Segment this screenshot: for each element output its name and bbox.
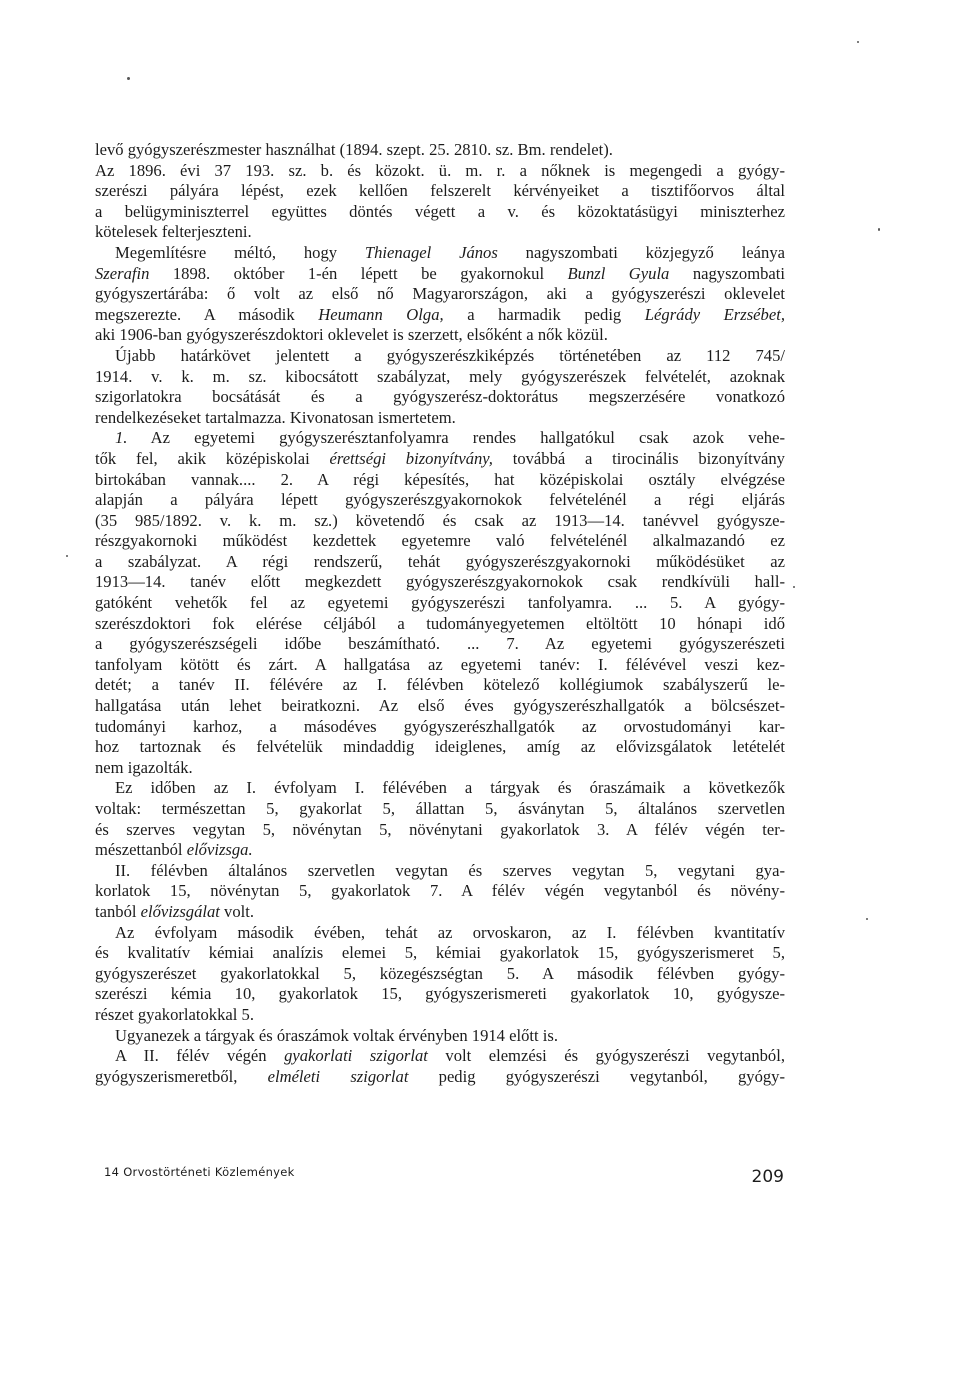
text-line bbox=[95, 305, 785, 326]
italic-text: elővizsga. bbox=[186, 840, 253, 860]
text-segment: pedig gyógyszerészi vegytanból, gyógy- bbox=[408, 1066, 786, 1086]
italic-text: Bunzl Gyula bbox=[567, 263, 670, 283]
italic-text: elővizsgálat bbox=[140, 901, 220, 921]
scan-speck bbox=[127, 77, 130, 80]
text-line bbox=[95, 943, 785, 964]
text-line bbox=[95, 964, 785, 985]
text-line bbox=[95, 1005, 785, 1026]
page-footer bbox=[104, 1165, 784, 1195]
text-segment: A II. félév végén bbox=[115, 1046, 285, 1066]
text-segment: hallgatása után lehet beiratkozni. Az első éves gyógyszerészhallgatók a bölcsészet- bbox=[95, 696, 785, 716]
text-line bbox=[95, 367, 785, 388]
text-segment: részgyakornoki működést kezdettek egyetemre való felvételénél alkalmazandó ez bbox=[95, 531, 785, 551]
text-segment: szigorlatokra bocsátását és a gyógyszerész-doktorátus megszerzésére vonatkozó bbox=[95, 387, 785, 407]
scan-speck bbox=[793, 586, 795, 588]
text-line bbox=[95, 161, 785, 182]
text-line bbox=[95, 470, 785, 491]
scan-speck bbox=[866, 918, 868, 920]
text-segment: levő gyógyszerészmester használhat (1894. szept. 25. 2810. sz. Bm. rendelet). bbox=[95, 140, 613, 159]
text-segment: Ez időben az I. évfolyam I. félévében a tárgyak és óraszámaik a következők bbox=[115, 778, 785, 798]
text-segment: tanból bbox=[95, 901, 141, 921]
text-line bbox=[95, 449, 785, 470]
text-line bbox=[95, 861, 785, 882]
text-segment: gyógyszerismeretből, bbox=[95, 1066, 268, 1086]
text-segment: volt. bbox=[219, 901, 255, 921]
body-text bbox=[95, 140, 785, 1087]
text-segment: nem igazolták. bbox=[95, 757, 193, 777]
text-line bbox=[95, 531, 785, 552]
text-segment: Az 1896. évi 37 193. sz. b. és közokt. ü. m. r. a nőknek is megengedi a gyógy- bbox=[95, 160, 785, 180]
text-segment: Újabb határkövet jelentett a gyógyszerészkiképzés történetében az 112 745/ bbox=[115, 345, 785, 365]
text-line bbox=[95, 284, 785, 305]
text-line bbox=[95, 1067, 785, 1088]
italic-text: Thienagel János bbox=[364, 242, 498, 262]
text-line bbox=[95, 778, 785, 799]
page-number: 209 bbox=[751, 1167, 784, 1187]
text-segment: Megemlítésre méltó, hogy bbox=[115, 242, 365, 262]
footer-signature: 14 Orvostörténeti Közlemények bbox=[104, 1165, 295, 1179]
italic-text: érettségi bizonyítvány, bbox=[329, 448, 493, 468]
text-line bbox=[95, 140, 785, 161]
text-segment: nagyszombati közjegyző leánya bbox=[497, 242, 785, 262]
text-line bbox=[95, 572, 785, 593]
text-segment: 1914. v. k. m. sz. kibocsátott szabályzat, mely gyógyszerészek felvételét, azoknak bbox=[95, 366, 785, 386]
text-line bbox=[95, 696, 785, 717]
text-line bbox=[95, 387, 785, 408]
text-segment: gyógyszerészet gyakorlatokkal 5, közegészségtan 5. A második félévben gyógy- bbox=[95, 963, 785, 983]
italic-text: Heumann Olga, bbox=[318, 304, 444, 324]
text-segment: szerészi pályára lépést, ezek kellően felszerelt kérvényeiket a tisztifőorvos által bbox=[95, 181, 785, 201]
text-line bbox=[95, 264, 785, 285]
text-segment: birtokában vannak.... 2. A régi képesítés, hat középiskolai osztály elvégzése bbox=[95, 469, 785, 489]
text-segment: II. félévben általános szervetlen vegytan és szerves vegytan 5, vegytani gya- bbox=[115, 860, 785, 880]
text-line bbox=[95, 346, 785, 367]
text-segment: nagyszombati bbox=[669, 263, 785, 283]
text-line bbox=[95, 799, 785, 820]
text-segment: szerészdoktori fok elérése céljából a tudományegyetemen eltöltött 10 hónapi idő bbox=[95, 613, 785, 633]
text-line bbox=[95, 675, 785, 696]
scan-speck bbox=[857, 41, 859, 43]
text-line bbox=[95, 1046, 785, 1067]
text-line bbox=[95, 325, 785, 346]
text-segment: 1913—14. tanév előtt megkezdett gyógyszerészgyakornokok csak rendkívüli hall- bbox=[95, 572, 785, 592]
text-line bbox=[95, 902, 785, 923]
text-line bbox=[95, 717, 785, 738]
text-line bbox=[95, 511, 785, 532]
text-segment: alapján a pályára lépett gyógyszerészgyakornokok felvételénél a régi eljárás bbox=[95, 490, 785, 510]
text-line bbox=[95, 593, 785, 614]
text-segment: voltak: természettan 5, gyakorlat 5, állattan 5, ásványtan 5, általános szervetlen bbox=[95, 799, 785, 818]
text-segment: korlatok 15, növénytan 5, gyakorlatok 7. A félév végén vegytanból és növény- bbox=[95, 881, 785, 901]
text-segment: tők fel, akik középiskolai bbox=[95, 448, 330, 468]
text-line bbox=[95, 634, 785, 655]
text-line bbox=[95, 222, 785, 243]
text-segment: a szabályzat. A régi rendszerű, tehát gyógyszerészgyakornoki működésüket az bbox=[95, 551, 785, 571]
text-segment: és kvalitatív kémiai analízis elemei 5, kémiai gyakorlatok 15, gyógyszerismeret 5, bbox=[95, 943, 785, 963]
italic-text: Szerafin bbox=[95, 263, 150, 283]
text-segment: volt elemzési és gyógyszerészi vegytanból, bbox=[427, 1046, 785, 1066]
text-line bbox=[95, 202, 785, 223]
italic-text: elméleti szigorlat bbox=[267, 1066, 409, 1086]
text-line bbox=[95, 181, 785, 202]
text-line bbox=[95, 1026, 785, 1047]
scan-speck bbox=[66, 555, 68, 557]
text-line bbox=[95, 923, 785, 944]
italic-text: Légrády Erzsébet, bbox=[644, 304, 785, 324]
text-segment: hoz tartoznak és felvételük mindaddig ideiglenes, amíg az elővizsgálatok letételét bbox=[95, 737, 785, 757]
scan-speck bbox=[878, 228, 880, 231]
text-line bbox=[95, 840, 785, 861]
text-line bbox=[95, 820, 785, 841]
text-segment: (35 985/1892. v. k. m. sz.) követendő és csak az 1913—14. tanévvel gyógysze- bbox=[95, 510, 785, 530]
text-line bbox=[95, 614, 785, 635]
text-segment: 1898. október 1-én lépett be gyakornokul bbox=[149, 263, 568, 283]
text-segment: gyógyszertárába: ő volt az első nő Magyarországon, aki a gyógyszerészi oklevelet bbox=[95, 284, 785, 304]
text-segment: tanfolyam kötött és zárt. A hallgatása az egyetemi tanév: I. félévével veszi kez- bbox=[95, 654, 785, 674]
text-line bbox=[95, 737, 785, 758]
text-segment: Az egyetemi gyógyszerésztanfolyamra rendes hallgatókul csak azok vehe- bbox=[127, 428, 785, 448]
text-segment: a gyógyszerészségeli időbe beszámítható. ... 7. Az egyetemi gyógyszerészeti bbox=[95, 634, 785, 654]
text-segment: Ugyanezek a tárgyak és óraszámok voltak érvényben 1914 előtt is. bbox=[115, 1025, 558, 1045]
text-segment: gatóként vehetők fel az egyetemi gyógyszerészi tanfolyamra. ... 5. A gyógy- bbox=[95, 593, 785, 613]
text-segment: és szerves vegytan 5, növénytan 5, növénytani gyakorlatok 3. A félév végén ter- bbox=[95, 819, 785, 839]
text-line bbox=[95, 243, 785, 264]
italic-text: 1. bbox=[115, 428, 128, 448]
text-segment: Az évfolyam második évében, tehát az orvoskaron, az I. félévben kvantitatív bbox=[115, 922, 785, 942]
text-segment: részet gyakorlatokkal 5. bbox=[95, 1004, 254, 1024]
text-segment: tudományi karhoz, a másodéves gyógyszerészhallgatók az orvostudományi kar- bbox=[95, 716, 785, 736]
text-line bbox=[95, 655, 785, 676]
italic-text: gyakorlati szigorlat bbox=[284, 1046, 428, 1066]
text-segment: a belügyminiszterrel együttes döntés végett a v. és közoktatásügyi miniszterhez bbox=[95, 201, 785, 221]
text-line bbox=[95, 881, 785, 902]
text-line bbox=[95, 984, 785, 1005]
text-segment: szerészi kémia 10, gyakorlatok 15, gyógyszerismereti gyakorlatok 10, gyógysze- bbox=[95, 984, 785, 1004]
text-segment: továbbá a tirocinális bizonyítvány bbox=[492, 448, 785, 468]
text-segment: kötelesek felterjeszteni. bbox=[95, 222, 252, 242]
text-segment: a harmadik pedig bbox=[443, 304, 645, 324]
text-segment: rendelkezéseket tartalmazza. Kivonatosan ismertetem. bbox=[95, 407, 456, 427]
text-line bbox=[95, 490, 785, 511]
text-line bbox=[95, 552, 785, 573]
text-line bbox=[95, 758, 785, 779]
text-segment: mészettanból bbox=[95, 840, 187, 860]
text-segment: detét; a tanév II. félévére az I. félévben kötelező kollégiumok szabályszerű le- bbox=[95, 675, 785, 695]
text-line bbox=[95, 408, 785, 429]
text-segment: aki 1906-ban gyógyszerészdoktori oklevelet is szerzett, elsőként a nők közül. bbox=[95, 325, 608, 345]
text-segment: megszerezte. A második bbox=[95, 304, 319, 324]
text-line bbox=[95, 428, 785, 449]
